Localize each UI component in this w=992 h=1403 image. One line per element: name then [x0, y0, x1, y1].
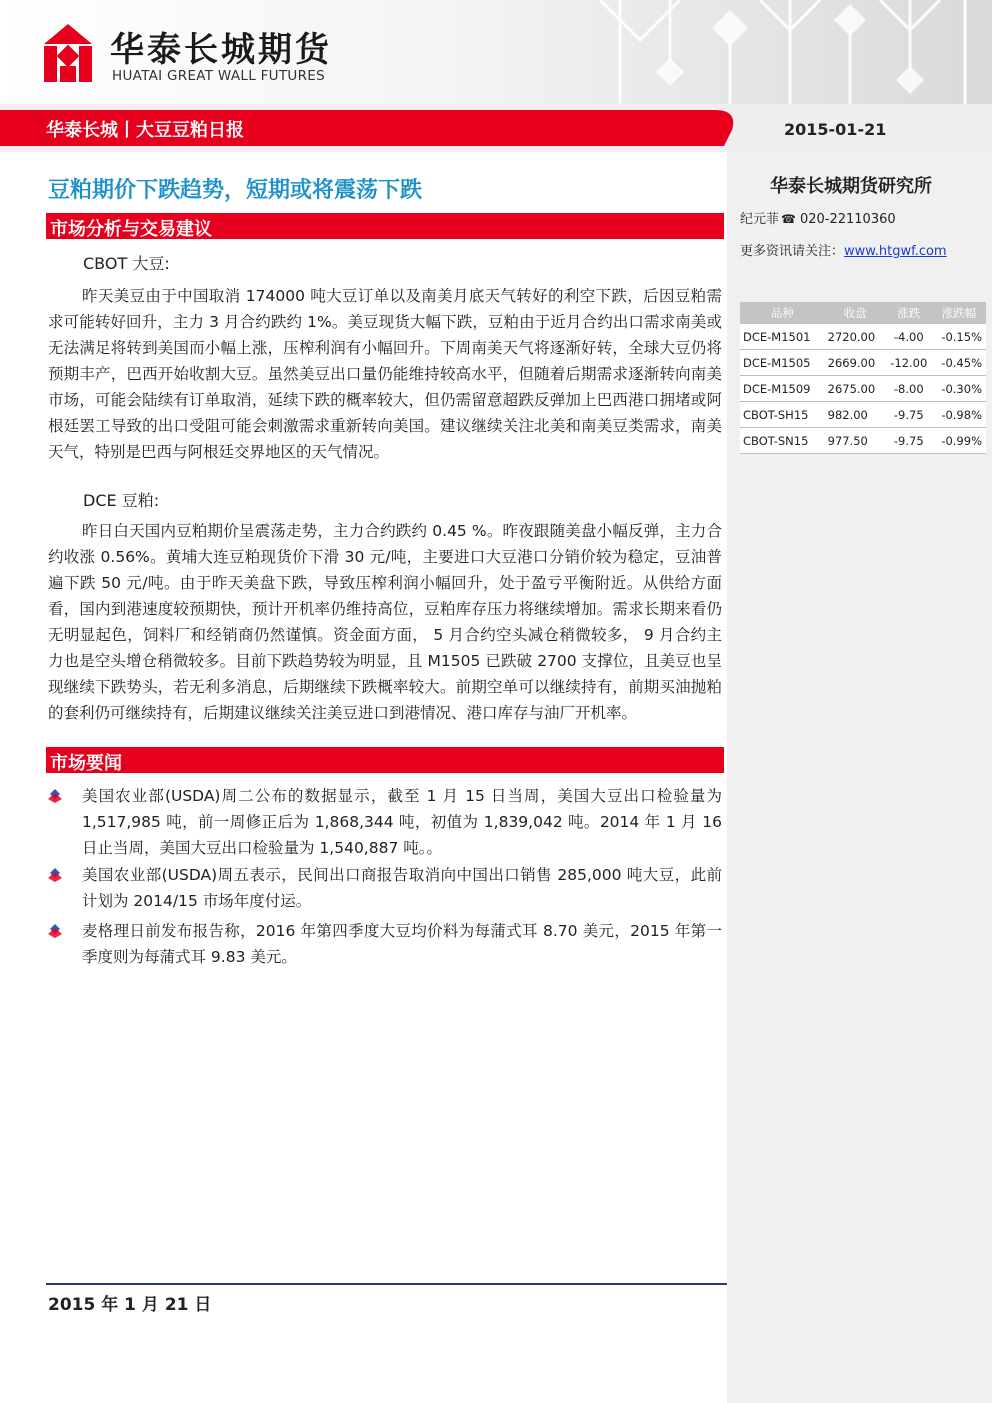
- bullet-icon: [48, 924, 62, 938]
- report-date: 2015-01-21: [784, 120, 887, 139]
- cell-close: 982.00: [825, 402, 886, 428]
- cell-variety: CBOT-SH15: [740, 402, 825, 428]
- col-header-variety: 品种: [740, 302, 825, 324]
- bullet-icon: [48, 789, 62, 803]
- table-row: [740, 376, 986, 402]
- cell-change-pct: -0.98%: [932, 402, 986, 428]
- quotes-table: [740, 302, 986, 454]
- website-link[interactable]: www.htgwf.com: [844, 244, 947, 259]
- cell-change: -8.00: [886, 376, 932, 402]
- table-row: [740, 350, 986, 376]
- company-name-cn: 华泰长城期货: [110, 30, 332, 70]
- news-text: 麦格理日前发布报告称，2016 年第四季度大豆均价料为每蒲式耳 8.70 美元，2015 年第一季度则为每蒲式耳 9.83 美元。: [82, 922, 722, 966]
- cell-change-pct: -0.15%: [932, 324, 986, 350]
- company-logo-icon: [40, 24, 96, 84]
- table-row: [740, 324, 986, 350]
- cell-variety: DCE-M1501: [740, 324, 825, 350]
- news-text: 美国农业部(USDA)周五表示，民间出口商报告取消向中国出口销售 285,000 吨大豆，此前计划为 2014/15 市场年度付运。: [82, 866, 722, 910]
- quotes-header-row: [740, 302, 986, 324]
- decorative-pattern: [560, 0, 992, 104]
- footer-date: 2015 年 1 月 21 日: [48, 1295, 212, 1315]
- cell-change: -12.00: [886, 350, 932, 376]
- cell-change-pct: -0.30%: [932, 376, 986, 402]
- cbot-heading: CBOT 大豆:: [83, 254, 170, 273]
- more-info-label: 更多资讯请关注：: [740, 244, 845, 259]
- dce-heading: DCE 豆粕:: [83, 491, 160, 510]
- cell-change-pct: -0.45%: [932, 350, 986, 376]
- report-title: 华泰长城丨大豆豆粕日报: [46, 120, 244, 141]
- footer-divider: [46, 1283, 727, 1285]
- more-info: [740, 240, 947, 259]
- col-header-change-pct: 涨跌幅: [932, 302, 986, 324]
- company-name-en: HUATAI GREAT WALL FUTURES: [112, 68, 325, 84]
- analyst-name: 纪元菲: [740, 212, 780, 227]
- section-title: 市场要闻: [50, 753, 122, 774]
- col-header-change: 涨跌: [886, 302, 932, 324]
- cell-variety: DCE-M1505: [740, 350, 825, 376]
- cell-change: -9.75: [886, 402, 932, 428]
- cbot-paragraph: 昨天美豆由于中国取消 174000 吨大豆订单以及南美月底天气转好的利空下跌，后因豆粕需求可能转好回升，主力 3 月合约跌约 1%。美豆现货大幅下跌，豆粕由于近月合约出口需求南美或无法满足将转到美国而小幅上涨，压榨利润有小幅回升。下周南美天气将逐渐好转，全球大豆仍将预期丰产，巴西开始收割大豆。虽然美豆出口量仍能维持较高水平，但随着后期需求逐渐转向南美市场，可能会陆续有订单取消，延续下跌的概率较大，但仍需留意超跌反弹加上巴西港口拥堵或阿根廷罢工导致的出口受阻可能会刺激需求重新转向美国。建议继续关注北美和南美豆类需求，南美天气，特别是巴西与阿根廷交界地区的天气情况。: [48, 287, 722, 461]
- page-header: [0, 0, 992, 104]
- cell-close: 977.50: [825, 428, 886, 454]
- institute-name: 华泰长城期货研究所: [770, 176, 932, 197]
- table-row: [740, 428, 986, 454]
- page-title: 豆粕期价下跌趋势，短期或将震荡下跌: [48, 178, 423, 203]
- col-header-close: 收盘: [825, 302, 886, 324]
- section-header-news: [46, 747, 724, 773]
- cell-change: -4.00: [886, 324, 932, 350]
- dce-paragraph: 昨日白天国内豆粕期价呈震荡走势，主力合约跌约 0.45 %。昨夜跟随美盘小幅反弹，主力合约收涨 0.56%。黄埔大连豆粕现货价下滑 30 元/吨，主要进口大豆港口分销价较为稳定，豆油普遍下跌 50 元/吨。由于昨天美盘下跌，导致压榨利润小幅回升，处于盈亏平衡附近。从供给方面看，国内到港速度较预期快，预计开机率仍维持高位，豆粕库存压力将继续增加。需求长期来看仍无明显起色，饲料厂和经销商仍然谨慎。资金面方面， 5 月合约空头减仓稍微较多， 9 月合约主力也是空头增仓稍微较多。目前下跌趋势较为明显，且 M1505 已跌破 2700 支撑位，且美豆也呈现继续下跌势头，若无利多消息，后期继续下跌概率较大。前期空单可以继续持有，前期买油抛粕的套利仍可继续持有，后期建议继续关注美豆进口到港情况、港口库存与油厂开机率。: [48, 522, 722, 722]
- phone-icon: ☎: [781, 212, 796, 226]
- cell-close: 2675.00: [825, 376, 886, 402]
- cell-close: 2669.00: [825, 350, 886, 376]
- bullet-icon: [48, 868, 62, 882]
- cell-close: 2720.00: [825, 324, 886, 350]
- cell-variety: CBOT-SN15: [740, 428, 825, 454]
- table-row: [740, 402, 986, 428]
- cell-change: -9.75: [886, 428, 932, 454]
- news-text: 美国农业部(USDA)周二公布的数据显示，截至 1 月 15 日当周，美国大豆出口检验量为 1,517,985 吨，前一周修正后为 1,868,344 吨，初值为 1,839,042 吨。2014 年 1 月 16 日止当周，美国大豆出口检验量为 1,540,887 吨。。: [82, 787, 722, 857]
- section-header-analysis: [46, 213, 724, 239]
- cell-variety: DCE-M1509: [740, 376, 825, 402]
- section-title: 市场分析与交易建议: [50, 219, 212, 240]
- analyst-contact: [740, 208, 896, 227]
- cell-change-pct: -0.99%: [932, 428, 986, 454]
- analyst-phone: 020-22110360: [799, 212, 896, 227]
